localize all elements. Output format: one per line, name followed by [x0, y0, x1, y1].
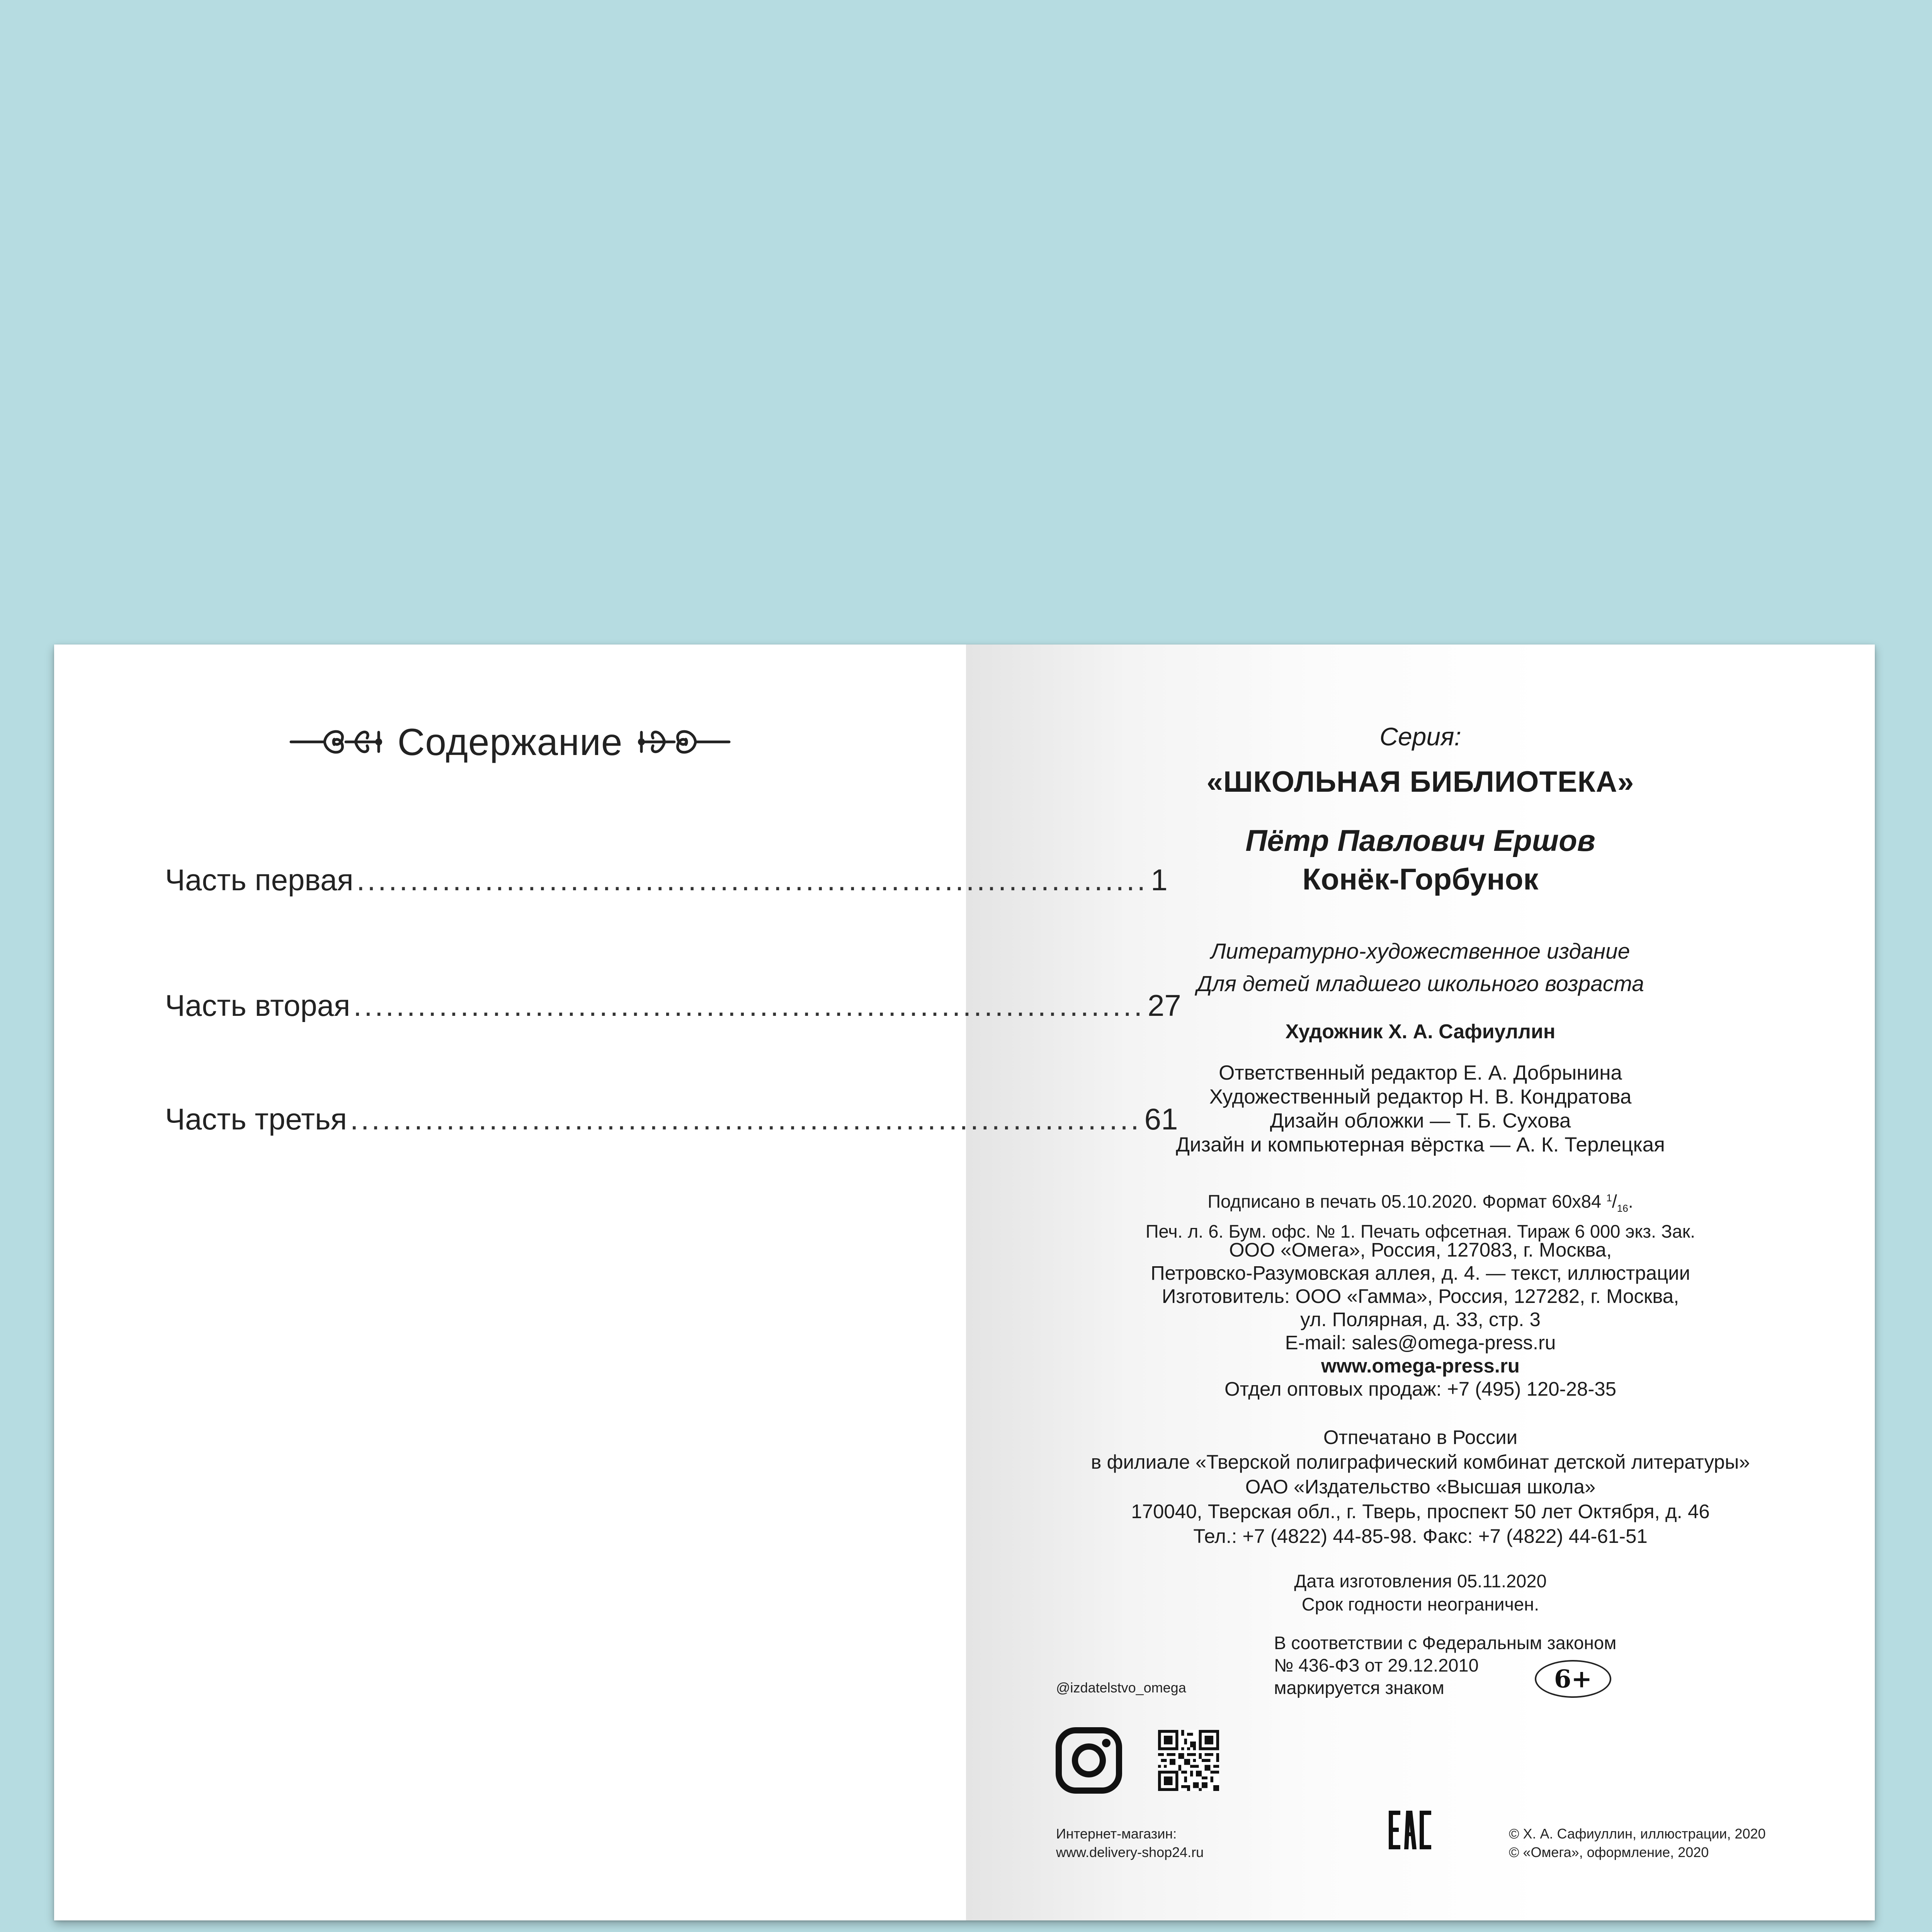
publisher-line: Петровско-Разумовская аллея, д. 4. — текст, иллюстрации: [1150, 1262, 1690, 1284]
toc-leader-dots: ..........................................................................: [356, 863, 1148, 897]
toc-item[interactable]: [165, 988, 1181, 1031]
shop-label: Интернет-магазин:: [1056, 1826, 1177, 1842]
edition-genre: [966, 935, 1875, 1000]
toc-item-label: Часть первая: [165, 863, 354, 897]
print-specs: Печ. л. 6. Бум. офс. № 1. Печать офсетная. Тираж 6 000 экз. Зак.: [1145, 1221, 1696, 1242]
printed-line: 170040, Тверская обл., г. Тверь, проспект 50 лет Октября, д. 46: [1131, 1500, 1710, 1522]
publisher-line[interactable]: E-mail: sales@omega-press.ru: [1285, 1332, 1556, 1354]
law-line: маркируется знаком: [1274, 1677, 1444, 1698]
toc-item-page: 61: [1144, 1102, 1178, 1136]
instagram-icon[interactable]: [1056, 1727, 1122, 1794]
contents-page: [54, 645, 966, 1920]
toc-item[interactable]: [165, 862, 1168, 905]
qr-code-icon[interactable]: [1158, 1730, 1219, 1791]
artist-credit: Художник Х. А. Сафиуллин: [1285, 1020, 1556, 1043]
editorial-credits: [966, 1061, 1875, 1157]
toc-item-label: Часть третья: [165, 1102, 347, 1136]
toc-item-label: Часть вторая: [165, 988, 350, 1022]
audience-line: Для детей младшего школьного возраста: [1197, 971, 1644, 996]
shelf-life: Срок годности неограничен.: [1301, 1594, 1539, 1614]
publisher-line: ООО «Омега», Россия, 127083, г. Москва,: [1229, 1239, 1612, 1261]
toc-title: Содержание: [397, 720, 623, 763]
credit-line: Дизайн и компьютерная вёрстка — А. К. Терлецкая: [1176, 1133, 1665, 1156]
format-denominator: 16: [1617, 1202, 1628, 1214]
copyright-block: [1509, 1825, 1766, 1862]
publisher-line: ул. Полярная, д. 33, стр. 3: [1300, 1308, 1541, 1330]
toc-item-page: 1: [1151, 863, 1168, 897]
manufacture-date: Дата изготовления 05.11.2020: [1294, 1571, 1547, 1591]
book-author: Пётр Павлович Ершов: [1245, 823, 1595, 857]
copyright-line: © «Омега», оформление, 2020: [1509, 1844, 1709, 1860]
toc-leader-dots: ..........................................................................: [350, 1102, 1141, 1136]
printed-line: ОАО «Издательство «Высшая школа»: [1245, 1476, 1596, 1498]
series-name: «ШКОЛЬНАЯ БИБЛИОТЕКА»: [1206, 765, 1634, 798]
dates-block: [966, 1570, 1875, 1616]
series-label: Серия:: [1379, 722, 1461, 751]
credit-line: Ответственный редактор Е. А. Добрынина: [1219, 1061, 1622, 1084]
printed-line: в филиале «Тверской полиграфический комбинат детской литературы»: [1091, 1451, 1750, 1473]
law-line: № 436-ФЗ от 29.12.2010: [1274, 1655, 1479, 1675]
genre-line: Литературно-художественное издание: [1211, 939, 1630, 964]
eac-mark-icon: [1387, 1808, 1433, 1852]
instagram-handle[interactable]: @izdatelstvo_omega: [1056, 1680, 1186, 1696]
website-link[interactable]: www.omega-press.ru: [1321, 1355, 1520, 1377]
ornament-flourish-right-icon: [636, 721, 732, 763]
law-line: В соответствии с Федеральным законом: [1274, 1633, 1617, 1653]
publisher-block: [966, 1238, 1875, 1401]
format-numerator: 1: [1606, 1192, 1612, 1204]
copyright-line: © Х. А. Сафиуллин, иллюстрации, 2020: [1509, 1826, 1766, 1842]
credit-line: Художественный редактор Н. В. Кондратова: [1209, 1085, 1632, 1108]
online-shop: [1056, 1825, 1204, 1862]
toc-item-page: 27: [1148, 988, 1181, 1022]
printed-line: Отпечатано в России: [1323, 1426, 1518, 1448]
credit-line: Дизайн обложки — Т. Б. Сухова: [1270, 1109, 1571, 1132]
print-signed-line: Подписано в печать 05.10.2020. Формат 60x84 $^1/_{16}$.: [1208, 1191, 1633, 1214]
sales-phone: Отдел оптовых продаж: +7 (495) 120-28-35: [1224, 1378, 1617, 1400]
toc-heading: [54, 711, 966, 773]
toc-item[interactable]: [165, 1102, 1178, 1144]
age-rating-badge: 6+: [1535, 1660, 1611, 1698]
publisher-line: Изготовитель: ООО «Гамма», Россия, 127282, г. Москва,: [1162, 1285, 1679, 1307]
printed-line: Тел.: +7 (4822) 44-85-98. Факс: +7 (4822) 44-61-51: [1193, 1525, 1648, 1547]
shop-url[interactable]: www.delivery-shop24.ru: [1056, 1844, 1204, 1860]
print-specs-block: [966, 1186, 1875, 1243]
print-signed: Подписано в печать 05.10.2020. Формат 60x84: [1208, 1191, 1602, 1212]
ornament-flourish-left-icon: [288, 721, 384, 763]
toc-leader-dots: ..........................................................................: [353, 988, 1145, 1022]
book-title: Конёк-Горбунок: [1302, 862, 1539, 896]
printing-house-block: [966, 1425, 1875, 1549]
